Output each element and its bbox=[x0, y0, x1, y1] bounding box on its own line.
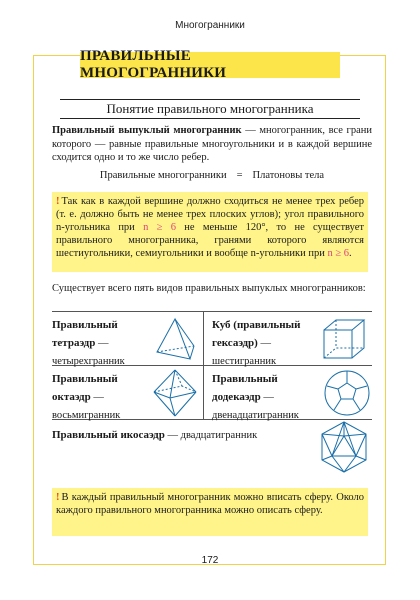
solid-desc: — двенадцатигранник bbox=[212, 392, 299, 421]
note1-condition-1: n ≥ 6 bbox=[143, 222, 176, 233]
formula-right: Платоновы тела bbox=[252, 170, 325, 181]
title-band bbox=[80, 48, 340, 81]
page-title: ПРАВИЛЬНЫЕ МНОГОГРАННИКИ bbox=[80, 48, 227, 81]
definition-term: Правильный выпуклый многогранник bbox=[52, 125, 242, 136]
solid-desc: — восьмигранник bbox=[52, 392, 121, 421]
formula-left: Правильные многогранники bbox=[99, 170, 227, 181]
note1-text-3: . bbox=[349, 248, 352, 259]
solid-name: Правильный октаэдр bbox=[52, 373, 118, 403]
note1-text-2: не меньше 120°, то не существует правильного многогранника, гранями которого являются шестиугольники, семиугольники и вообще n-угольники при bbox=[56, 222, 365, 259]
solid-cell-octahedron bbox=[52, 369, 147, 423]
note2-text: В каждый правильный многогранник можно вписать сферу. Около каждого правильного многогранника можно описать сферу. bbox=[56, 492, 364, 516]
exclamation-icon: ! bbox=[56, 196, 60, 207]
formula bbox=[52, 170, 372, 181]
exclamation-icon: ! bbox=[56, 492, 60, 503]
note1-text-1: Так как в каждой вершине должно сходиться не менее трех ребер (т. е. должно быть не менее трех плоских углов); угол правильного n-угольника при bbox=[56, 196, 364, 233]
solid-desc: — четырехгранник bbox=[52, 338, 125, 367]
section-heading-text: Понятие правильного многогранника bbox=[106, 101, 314, 116]
cube-icon bbox=[320, 316, 368, 362]
solid-desc: — двадцатигранник bbox=[164, 430, 258, 441]
note1-condition-2: n ≥ 6 bbox=[327, 248, 349, 259]
solid-cell-dodecahedron bbox=[212, 369, 317, 423]
running-head: Многогранники bbox=[175, 20, 245, 31]
page-number: 172 bbox=[201, 555, 219, 566]
note-box-2 bbox=[52, 488, 368, 536]
solid-name: Правильный додекаэдр bbox=[212, 373, 278, 403]
solids-table bbox=[52, 311, 372, 474]
definition bbox=[52, 124, 372, 165]
icosahedron-icon bbox=[318, 420, 370, 474]
solid-cell-cube bbox=[212, 315, 317, 369]
note-box-1 bbox=[52, 192, 368, 272]
intro-text: Существует всего пять видов правильных выпуклых многогранников: bbox=[52, 283, 366, 294]
solid-desc: — шестигранник bbox=[212, 338, 277, 367]
solid-cell-tetrahedron bbox=[52, 315, 144, 369]
tetrahedron-icon bbox=[152, 316, 198, 362]
section-heading bbox=[60, 99, 360, 119]
octahedron-icon bbox=[150, 368, 200, 418]
solid-name: Куб (правильный гексаэдр) bbox=[212, 319, 301, 349]
dodecahedron-icon bbox=[322, 368, 372, 418]
solid-name: Правильный тетраэдр bbox=[52, 319, 118, 349]
solid-name: Правильный икосаэдр bbox=[52, 429, 165, 441]
definition-text: — многогранник, все грани которого — равные правильные многоугольники и в каждой вершине сходится одно и то же число ребер. bbox=[52, 125, 372, 163]
formula-eq: = bbox=[236, 170, 243, 181]
solid-cell-icosahedron bbox=[52, 425, 302, 443]
